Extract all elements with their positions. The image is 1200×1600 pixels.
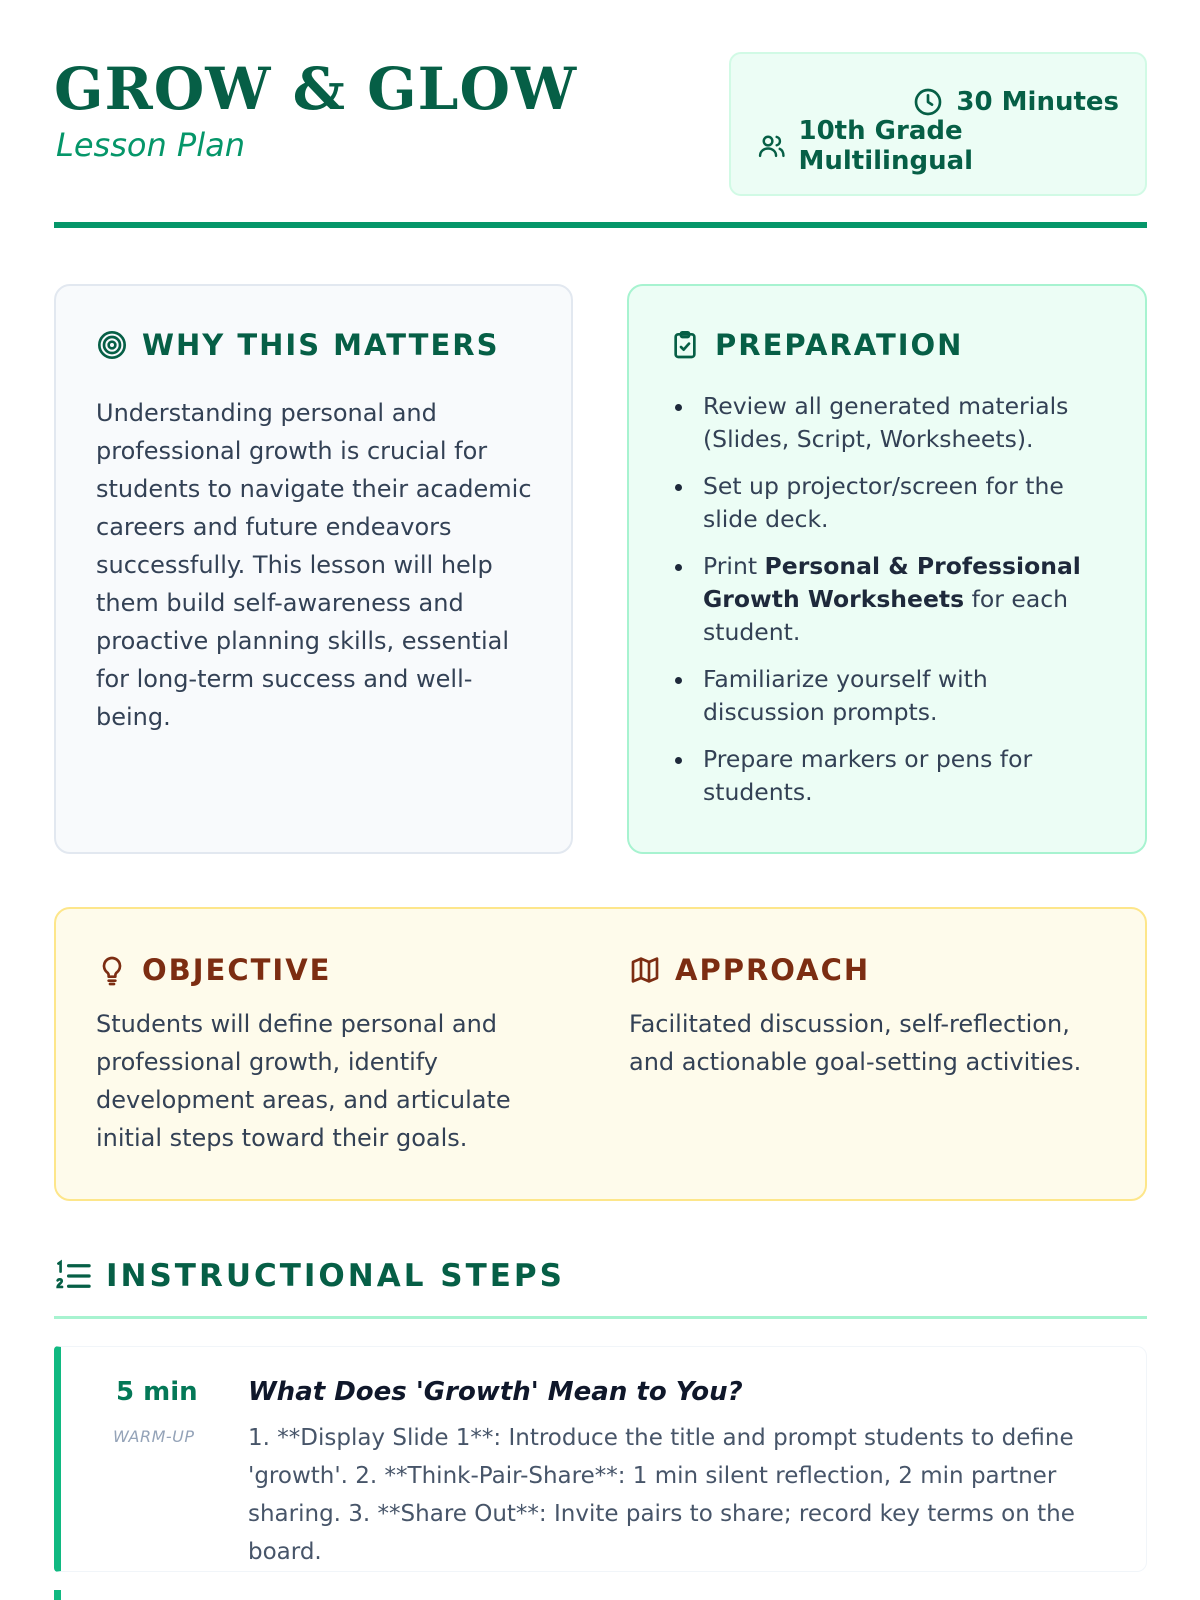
preparation-item: Print Personal & Professional Growth Worksheets for each student. <box>669 550 1109 649</box>
worksheet-name: Personal & Professional Growth Worksheets <box>703 552 1081 613</box>
preparation-item: Review all generated materials (Slides, Script, Worksheets). <box>669 390 1109 456</box>
step-phase: WARM-UP <box>113 1427 195 1446</box>
why-card <box>54 284 573 854</box>
why-heading-label: WHY THIS MATTERS <box>142 328 500 362</box>
preparation-heading <box>669 328 963 362</box>
preparation-item: Set up projector/screen for the slide deck. <box>669 470 1109 536</box>
clock-icon <box>912 86 944 118</box>
steps-divider <box>54 1316 1147 1319</box>
numbered-list-icon <box>54 1258 92 1294</box>
objective-heading-label: OBJECTIVE <box>142 953 332 987</box>
audience-text: 10th Grade Multilingual <box>798 116 974 176</box>
step-card <box>54 1346 1147 1572</box>
preparation-card <box>627 284 1147 854</box>
header-divider <box>54 222 1147 228</box>
step-duration: 5 min <box>116 1377 198 1407</box>
approach-heading <box>629 953 870 987</box>
preparation-item: Familiarize yourself with discussion prompts. <box>669 663 1109 729</box>
page-subtitle: Lesson Plan <box>56 126 245 164</box>
map-icon <box>629 954 661 986</box>
lesson-header <box>54 52 1147 232</box>
steps-heading <box>54 1258 565 1294</box>
preparation-heading-label: PREPARATION <box>715 328 964 362</box>
approach-heading-label: APPROACH <box>675 953 871 987</box>
why-heading <box>96 328 500 362</box>
page-title: GROW & GLOW <box>54 55 578 123</box>
step-title: What Does 'Growth' Mean to You? <box>248 1377 743 1407</box>
clipboard-check-icon <box>669 329 701 361</box>
audience-row <box>757 116 1119 176</box>
duration-text: 30 Minutes <box>956 87 1119 117</box>
lesson-meta-box <box>729 52 1147 196</box>
preparation-list <box>669 390 1109 823</box>
objective-text: Students will define personal and professional growth, identify development areas, and articulate initial steps toward their goals. <box>96 1010 511 1152</box>
preparation-item: Prepare markers or pens for students. <box>669 743 1109 809</box>
users-icon <box>757 130 787 162</box>
lightbulb-icon <box>96 954 128 986</box>
step-description: 1. **Display Slide 1**: Introduce the title and prompt students to define 'growth'. 2. **Think-Pair-Share**: 1 min silent reflection, 2 min partner sharing. 3. **Share Out**: Invite pairs to share; record key terms on the board. <box>248 1425 1075 1565</box>
target-icon <box>96 329 128 361</box>
next-step-edge <box>54 1590 61 1600</box>
steps-heading-label: INSTRUCTIONAL STEPS <box>106 1258 565 1294</box>
objective-heading <box>96 953 331 987</box>
objective-approach-card <box>54 907 1147 1201</box>
approach-text: Facilitated discussion, self-reflection, and actionable goal-setting activities. <box>629 1010 1082 1076</box>
why-text: Understanding personal and professional growth is crucial for students to navigate their academic careers and future endeavors successfully. This lesson will help them build self-awareness and proactive planning skills, essential for long-term success and well-being. <box>96 399 532 731</box>
